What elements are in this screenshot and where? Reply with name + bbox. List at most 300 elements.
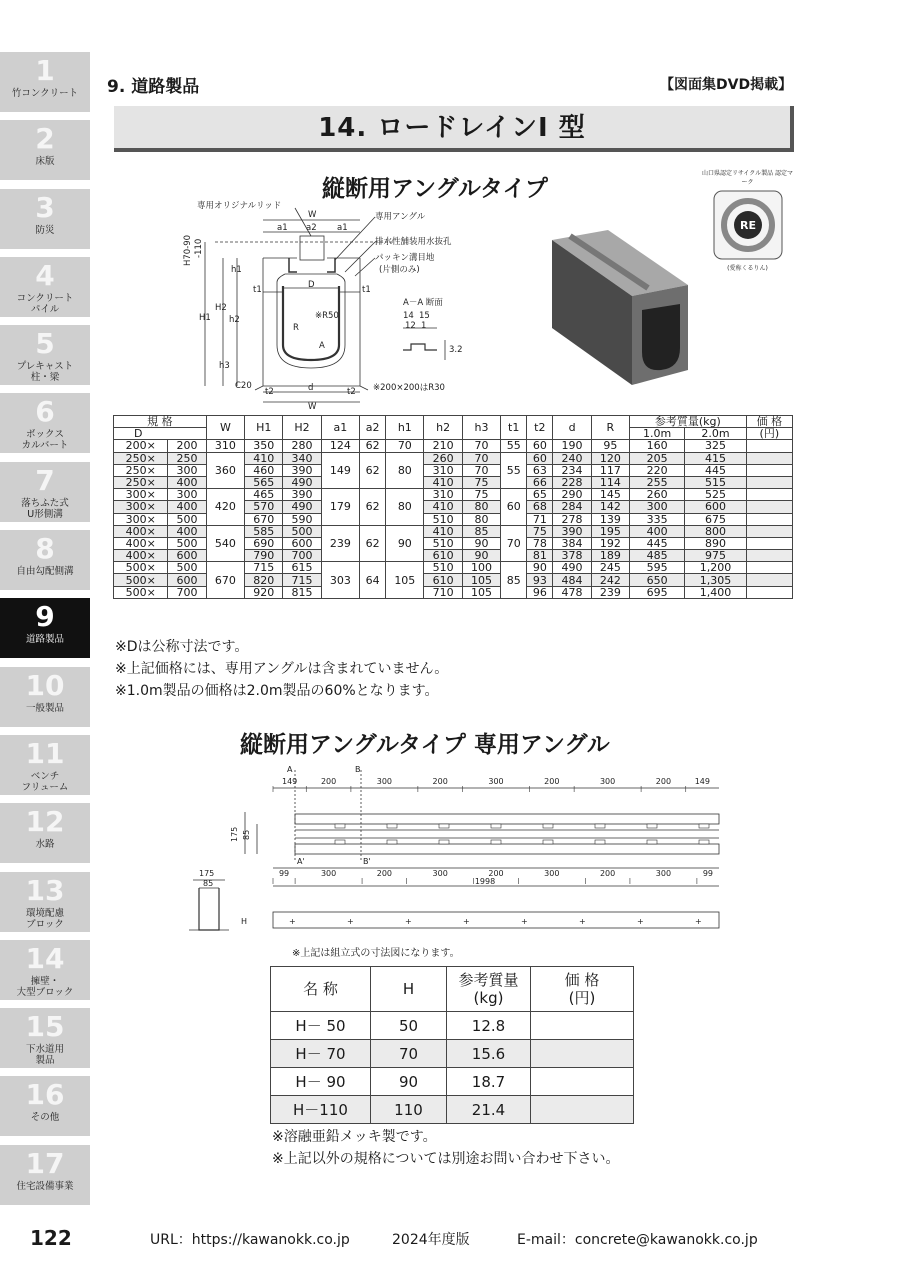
table-cell: 190 — [553, 440, 591, 452]
dim-label: 200 — [488, 869, 504, 878]
table-cell: 192 — [591, 537, 629, 549]
spec-table — [113, 415, 793, 599]
table-cell: 78 — [527, 537, 553, 549]
table-cell: 70 — [501, 525, 527, 562]
table-cell: 975 — [685, 550, 746, 562]
table-cell: 71 — [527, 513, 553, 525]
th-H: H — [371, 967, 447, 1012]
dim-a1-left: a1 — [277, 223, 288, 233]
bolt-mark: + — [521, 917, 528, 926]
angle-slot — [647, 824, 657, 828]
mark-A-prime: A' — [297, 857, 305, 866]
th-mass: 参考質量(kg) — [630, 416, 747, 428]
dim-1: 1 — [421, 321, 427, 331]
angle-slot — [335, 824, 345, 828]
table-cell: 500× — [114, 586, 168, 598]
table-cell: 400× — [114, 537, 168, 549]
price-cell — [746, 440, 792, 452]
dim-175: 175 — [230, 826, 239, 842]
notes-spec — [115, 636, 448, 702]
table-cell: 710 — [424, 586, 462, 598]
table-cell: 378 — [553, 550, 591, 562]
table-cell: 500 — [283, 525, 321, 537]
sidebar — [0, 52, 90, 1213]
angle-slot — [543, 824, 553, 828]
notes-angle — [272, 1126, 619, 1170]
table-cell: 300× — [114, 501, 168, 513]
table-cell: 400× — [114, 525, 168, 537]
table-row — [114, 562, 793, 574]
sidebar-tab-number: 5 — [35, 327, 55, 361]
table-cell: 310 — [424, 489, 462, 501]
th-price-label: 価 格 — [564, 971, 600, 989]
table-cell: 445 — [630, 537, 685, 549]
table-cell: 210 — [424, 440, 462, 452]
table-cell: 310 — [206, 440, 244, 452]
table-cell: 515 — [685, 476, 746, 488]
table-cell: 290 — [553, 489, 591, 501]
table-row — [271, 1068, 634, 1096]
table-cell: 510 — [424, 537, 462, 549]
recycle-nickname: (愛称くるりん) — [727, 265, 768, 272]
sidebar-tab-1[interactable] — [0, 52, 90, 112]
th-D: D — [114, 428, 207, 440]
sidebar-tab-6[interactable] — [0, 393, 90, 453]
dim-label: 300 — [320, 869, 337, 878]
th-a1: a1 — [321, 416, 359, 440]
table-cell: 500 — [168, 513, 206, 525]
dim-15: 15 — [419, 311, 430, 321]
sidebar-tab-label: 水路 — [35, 839, 55, 851]
price-cell — [746, 464, 792, 476]
table-cell: 565 — [245, 476, 283, 488]
table-cell: 70 — [462, 464, 500, 476]
sidebar-tab-number: 17 — [25, 1146, 65, 1180]
th-h3: h3 — [462, 416, 500, 440]
cross-section-drawing — [185, 200, 475, 410]
th-mass-label: 参考質量 — [458, 971, 519, 989]
table-cell: 410 — [245, 452, 283, 464]
table-cell: 85 — [462, 525, 500, 537]
angle-slot — [439, 840, 449, 844]
table-cell: 570 — [245, 501, 283, 513]
angle-slot — [595, 840, 605, 844]
sidebar-tab-number: 13 — [25, 873, 65, 907]
title-banner — [114, 106, 794, 152]
table-cell: 1,305 — [685, 574, 746, 586]
table-cell: 70 — [462, 440, 500, 452]
table-cell: 75 — [462, 476, 500, 488]
table-cell: 234 — [553, 464, 591, 476]
table-row — [114, 440, 793, 452]
table-cell: 117 — [591, 464, 629, 476]
dim-label: 200 — [599, 869, 616, 878]
dim-label: 300 — [655, 869, 672, 878]
table-cell: 62 — [360, 440, 386, 452]
table-cell: 250× — [114, 476, 168, 488]
footer-year: 2024年度版 — [392, 1232, 470, 1248]
table-cell: 500 — [168, 537, 206, 549]
table-cell: 280 — [283, 440, 321, 452]
dim-label: 300 — [488, 777, 504, 786]
th-mass-unit: (kg) — [473, 989, 504, 1007]
table-row — [271, 1040, 634, 1068]
dim-label: 149 — [281, 777, 298, 786]
section-title: 9. 道路製品 — [107, 77, 200, 97]
table-cell: 60 — [501, 489, 527, 526]
table-cell: 610 — [424, 550, 462, 562]
table-cell: 478 — [553, 586, 591, 598]
th-t2: t2 — [527, 416, 553, 440]
bolt-mark: + — [463, 917, 470, 926]
th-h1: h1 — [386, 416, 424, 440]
table-cell: 300 — [630, 501, 685, 513]
recycle-caption: 山口県認定リサイクル製品 認定マーク — [701, 170, 794, 186]
table-cell: 1,200 — [685, 562, 746, 574]
dim-h3: h3 — [219, 361, 230, 371]
table-cell: 55 — [501, 452, 527, 489]
table-cell: 105 — [462, 586, 500, 598]
th-W: W — [206, 416, 244, 440]
table-row — [271, 1096, 634, 1124]
note-line: ※溶融亜鉛メッキ製です。 — [272, 1129, 437, 1145]
table-cell: 63 — [527, 464, 553, 476]
table-cell: 239 — [591, 586, 629, 598]
sidebar-tab-12[interactable] — [0, 803, 90, 863]
table-cell: 715 — [283, 574, 321, 586]
table-cell: 75 — [462, 489, 500, 501]
table-cell: 510 — [424, 513, 462, 525]
dim-h2: h2 — [229, 315, 240, 325]
table-cell: 60 — [527, 440, 553, 452]
table-cell: 360 — [206, 452, 244, 489]
table-cell: 1,400 — [685, 586, 746, 598]
table-cell: 228 — [553, 476, 591, 488]
sidebar-tab-label: 竹コンクリート — [11, 88, 79, 99]
table-cell: H－ 50 — [271, 1012, 371, 1040]
th-mass — [447, 967, 531, 1012]
table-cell: 105 — [462, 574, 500, 586]
subtitle-angle: 縦断用アングルタイプ 専用アングル — [240, 732, 610, 758]
table-cell: 260 — [630, 489, 685, 501]
table-cell: 50 — [371, 1012, 447, 1040]
price-cell — [746, 586, 792, 598]
sidebar-tab-3[interactable] — [0, 189, 90, 249]
table-cell: 590 — [283, 513, 321, 525]
angle-slot — [387, 824, 397, 828]
mark-B: B — [355, 765, 361, 774]
table-cell: 540 — [206, 525, 244, 562]
dim-85-side: 85 — [242, 829, 251, 840]
price-cell — [746, 513, 792, 525]
table-cell: 335 — [630, 513, 685, 525]
table-cell: 145 — [591, 489, 629, 501]
table-cell: 445 — [685, 464, 746, 476]
price-cell — [746, 562, 792, 574]
angle-slot — [491, 840, 501, 844]
price-cell — [746, 489, 792, 501]
dim-label: 99 — [278, 869, 290, 878]
dim-H1: H1 — [199, 313, 211, 323]
table-cell: 400 — [168, 501, 206, 513]
page-title: 14. ロードレインⅠ 型 — [318, 113, 586, 143]
table-cell: 650 — [630, 574, 685, 586]
dim-t1-right: t1 — [362, 285, 371, 295]
sidebar-tab-number: 15 — [25, 1010, 65, 1044]
table-cell: 100 — [462, 562, 500, 574]
page-number: 122 — [30, 1226, 72, 1250]
note-line: ※上記以外の規格については別途お問い合わせ下さい。 — [272, 1151, 620, 1167]
th-name: 名 称 — [271, 967, 371, 1012]
sidebar-tab-9[interactable] — [0, 598, 90, 658]
table-cell: 690 — [245, 537, 283, 549]
table-cell: 278 — [553, 513, 591, 525]
dim-175-end: 175 — [199, 869, 215, 878]
table-cell: 890 — [685, 537, 746, 549]
dim-w-bottom: W — [308, 402, 317, 412]
sidebar-tab-label: 環境配慮 ブロック — [25, 907, 64, 930]
dim-label: 200 — [320, 777, 337, 786]
sidebar-tab-16[interactable] — [0, 1076, 90, 1136]
table-cell: 585 — [245, 525, 283, 537]
table-cell: 70 — [386, 440, 424, 452]
sidebar-tab-number: 1 — [35, 54, 55, 87]
table-cell: 460 — [245, 464, 283, 476]
table-cell: 200 — [168, 440, 206, 452]
table-cell: 390 — [283, 464, 321, 476]
table-cell: 600 — [168, 550, 206, 562]
table-cell: 300 — [168, 464, 206, 476]
dim-h70: H70-90 — [183, 234, 193, 266]
table-cell: 90 — [386, 525, 424, 562]
table-cell: 95 — [591, 440, 629, 452]
bolt-mark: + — [289, 917, 296, 926]
table-cell: 670 — [245, 513, 283, 525]
angle-slot — [595, 824, 605, 828]
mark-A: A — [287, 765, 293, 774]
sidebar-tab-13[interactable] — [0, 872, 90, 932]
sidebar-tab-label: 住宅設備事業 — [16, 1180, 74, 1192]
sidebar-tab-number: 16 — [25, 1078, 65, 1112]
table-cell: 410 — [424, 525, 462, 537]
table-cell: 303 — [321, 562, 359, 599]
table-cell: 62 — [360, 452, 386, 489]
angle-slot — [543, 840, 553, 844]
footer-url[interactable]: URL：https://kawanokk.co.jp — [150, 1232, 350, 1248]
price-cell — [746, 501, 792, 513]
table-cell: 465 — [245, 489, 283, 501]
table-cell: 120 — [591, 452, 629, 464]
table-cell: 384 — [553, 537, 591, 549]
table-cell: 55 — [501, 440, 527, 452]
table-cell — [531, 1012, 634, 1040]
sidebar-tab-14[interactable] — [0, 940, 90, 1000]
price-cell — [746, 550, 792, 562]
sidebar-tab-17[interactable] — [0, 1145, 90, 1205]
note-line: ※上記価格には、専用アングルは含まれていません。 — [115, 661, 449, 677]
sidebar-tab-10[interactable] — [0, 667, 90, 727]
table-cell: 595 — [630, 562, 685, 574]
table-cell: 255 — [630, 476, 685, 488]
sidebar-tab-8[interactable] — [0, 530, 90, 590]
dim-t1-left: t1 — [253, 285, 262, 295]
table-cell: 715 — [245, 562, 283, 574]
dim-t2-left: t2 — [265, 387, 274, 397]
sidebar-tab-2[interactable] — [0, 120, 90, 180]
dim-d: d — [308, 383, 314, 393]
dim-H: H — [241, 917, 248, 926]
angle-slot — [491, 824, 501, 828]
dim-a1-right: a1 — [337, 223, 348, 233]
th-mass-2m: 2.0m — [685, 428, 746, 440]
table-cell: 820 — [245, 574, 283, 586]
sidebar-tab-number: 11 — [25, 736, 65, 770]
sidebar-tab-label: 道路製品 — [25, 634, 64, 646]
table-cell: 340 — [283, 452, 321, 464]
angle-slot — [647, 840, 657, 844]
table-cell: 160 — [630, 440, 685, 452]
note-line: ※1.0m製品の価格は2.0m製品の60%となります。 — [115, 683, 439, 699]
sidebar-tab-number: 12 — [25, 805, 65, 839]
table-cell: 80 — [386, 489, 424, 526]
sidebar-tab-label: 防災 — [35, 224, 55, 236]
recycle-mark — [700, 168, 795, 272]
table-cell: 90 — [527, 562, 553, 574]
table-cell: 920 — [245, 586, 283, 598]
sidebar-tab-5[interactable] — [0, 325, 90, 385]
sidebar-tab-number: 7 — [35, 463, 55, 497]
bolt-mark: + — [637, 917, 644, 926]
sidebar-tab-label: ベンチ フリューム — [21, 770, 69, 793]
th-kikaku: 規 格 — [114, 416, 207, 428]
table-cell: 300× — [114, 513, 168, 525]
table-cell: 239 — [321, 525, 359, 562]
dim-label: 300 — [376, 777, 393, 786]
label-drain-hole: 排水性舗装用水抜孔 — [375, 237, 452, 247]
sidebar-tab-label: コンクリート パイル — [16, 292, 74, 315]
table-cell: 600 — [283, 537, 321, 549]
table-cell: 105 — [386, 562, 424, 599]
sidebar-tab-number: 3 — [35, 190, 55, 224]
table-cell: 189 — [591, 550, 629, 562]
note-line: ※Dは公称寸法です。 — [115, 639, 249, 655]
table-cell: 240 — [553, 452, 591, 464]
table-cell: 124 — [321, 440, 359, 452]
sidebar-tab-number: 8 — [35, 532, 55, 566]
table-cell: 64 — [360, 562, 386, 599]
product-image — [548, 230, 690, 385]
sidebar-tab-number: 9 — [35, 600, 55, 634]
sidebar-tab-label: 擁壁・ 大型ブロック — [16, 975, 74, 998]
dim-label: 300 — [432, 869, 448, 878]
table-cell: 142 — [591, 501, 629, 513]
table-cell: 390 — [553, 525, 591, 537]
table-cell: 490 — [283, 501, 321, 513]
sidebar-tab-label: プレキャスト 柱・梁 — [16, 361, 74, 384]
table-cell: 260 — [424, 452, 462, 464]
angle-note: ※上記は組立式の寸法図になります。 — [292, 948, 460, 959]
angle-drawing — [185, 762, 725, 942]
sidebar-tab-number: 10 — [25, 668, 65, 702]
table-cell: 490 — [553, 562, 591, 574]
table-cell: 415 — [685, 452, 746, 464]
table-cell: 484 — [553, 574, 591, 586]
mark-B-prime: B' — [363, 857, 371, 866]
table-cell: 300× — [114, 489, 168, 501]
table-cell: 12.8 — [447, 1012, 531, 1040]
table-cell: 284 — [553, 501, 591, 513]
th-t1: t1 — [501, 416, 527, 440]
table-cell: 90 — [371, 1068, 447, 1096]
table-cell: 490 — [283, 476, 321, 488]
table-cell: 205 — [630, 452, 685, 464]
table-cell: 400 — [168, 476, 206, 488]
sidebar-tab-label: その他 — [30, 1112, 60, 1124]
table-cell: 250 — [168, 452, 206, 464]
table-cell: 700 — [283, 550, 321, 562]
bolt-mark: + — [405, 917, 412, 926]
table-cell — [531, 1068, 634, 1096]
table-cell: 350 — [245, 440, 283, 452]
dim-label: 200 — [655, 777, 672, 786]
dim-total: 1998 — [474, 877, 496, 886]
table-row — [114, 452, 793, 464]
dim-H2: H2 — [215, 303, 227, 313]
th-mass-1m: 1.0m — [630, 428, 685, 440]
sidebar-tab-label: 自由勾配側溝 — [16, 566, 74, 578]
footer-email[interactable]: E-mail：concrete@kawanokk.co.jp — [517, 1232, 758, 1248]
sidebar-tab-number: 2 — [35, 122, 55, 156]
table-cell: 65 — [527, 489, 553, 501]
table-cell: 70 — [371, 1040, 447, 1068]
sidebar-tab-15[interactable] — [0, 1008, 90, 1068]
dim-label: 200 — [544, 777, 560, 786]
subtitle-longitudinal: 縦断用アングルタイプ — [322, 176, 548, 202]
dim-12: 12 — [405, 321, 416, 331]
table-cell: 410 — [424, 501, 462, 513]
th-h2: h2 — [424, 416, 462, 440]
th-price-unit: (円) — [568, 989, 596, 1007]
dim-h1: h1 — [231, 265, 242, 275]
sidebar-tab-number: 6 — [35, 395, 55, 429]
sidebar-tab-11[interactable] — [0, 735, 90, 795]
sidebar-tab-4[interactable] — [0, 257, 90, 317]
sidebar-tab-label: 下水道用 製品 — [25, 1044, 64, 1067]
recycle-icon — [713, 190, 783, 260]
table-cell: 390 — [283, 489, 321, 501]
price-cell — [746, 537, 792, 549]
table-cell — [531, 1096, 634, 1124]
sidebar-tab-label: ボックス カルバート — [21, 429, 69, 452]
table-cell: 300 — [168, 489, 206, 501]
angle-slot — [699, 840, 709, 844]
price-cell — [746, 452, 792, 464]
table-cell: 500 — [168, 562, 206, 574]
table-cell: 500× — [114, 574, 168, 586]
table-cell: 110 — [371, 1096, 447, 1124]
table-cell: 400× — [114, 550, 168, 562]
table-cell: 68 — [527, 501, 553, 513]
sidebar-tab-7[interactable] — [0, 462, 90, 522]
th-H1: H1 — [245, 416, 283, 440]
table-cell: H－ 70 — [271, 1040, 371, 1068]
th-R: R — [591, 416, 629, 440]
table-cell: 695 — [630, 586, 685, 598]
table-cell: 220 — [630, 464, 685, 476]
label-packing-note: (片側のみ) — [379, 265, 420, 275]
label-section-aa: A－A 断面 — [403, 298, 443, 308]
table-cell: 93 — [527, 574, 553, 586]
